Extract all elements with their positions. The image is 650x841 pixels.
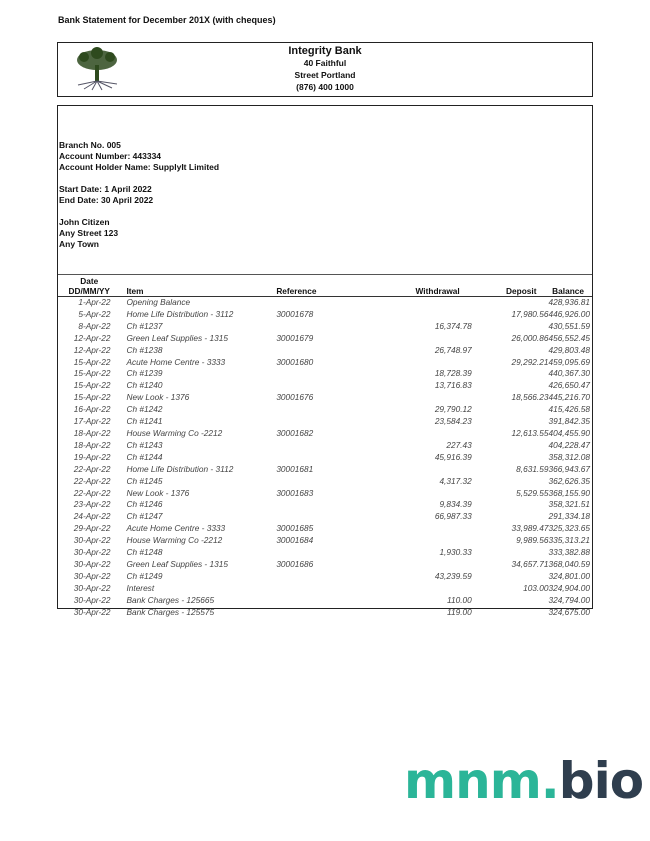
cell-balance: 426,650.47 bbox=[548, 380, 590, 391]
cell-withdrawal bbox=[362, 333, 472, 345]
cell-reference: 30001683 bbox=[276, 487, 314, 498]
cell-withdrawal bbox=[362, 523, 472, 535]
cell-balance: 368,155.90 bbox=[548, 487, 590, 498]
document-title: Bank Statement for December 201X (with cheques) bbox=[58, 15, 276, 25]
cell-balance: 333,382.88 bbox=[548, 547, 590, 558]
cell-balance: 446,926.00 bbox=[548, 308, 590, 319]
cell-item: House Warming Co -2212 bbox=[126, 535, 223, 546]
cell-deposit bbox=[472, 345, 549, 357]
cell-item: Green Leaf Supplies - 1315 bbox=[126, 332, 228, 343]
cell-reference bbox=[276, 440, 362, 452]
start-date: Start Date: 1 April 2022 bbox=[59, 184, 152, 194]
cell-deposit bbox=[472, 380, 549, 392]
cell-item: Ch #1244 bbox=[126, 451, 163, 462]
cell-reference bbox=[276, 583, 362, 595]
cell-deposit bbox=[472, 607, 549, 619]
cell-reference bbox=[276, 571, 362, 583]
cell-withdrawal: 227.43 bbox=[446, 439, 472, 450]
cell-balance: 358,312.08 bbox=[548, 451, 590, 462]
table-header-row bbox=[58, 276, 592, 297]
cell-balance: 456,552.45 bbox=[548, 332, 590, 343]
cell-withdrawal bbox=[362, 309, 472, 321]
cell-date: 30-Apr-22 bbox=[73, 582, 111, 593]
cell-date: 30-Apr-22 bbox=[73, 558, 111, 569]
table-row bbox=[58, 535, 592, 547]
cell-deposit bbox=[472, 416, 549, 428]
table-row bbox=[58, 428, 592, 440]
cell-item: Ch #1243 bbox=[126, 439, 163, 450]
cell-withdrawal bbox=[362, 535, 472, 547]
cell-reference bbox=[276, 321, 362, 333]
table-row bbox=[58, 559, 592, 571]
cell-item: Acute Home Centre - 3333 bbox=[126, 523, 226, 534]
branch-number: Branch No. 005 bbox=[59, 140, 121, 150]
cell-deposit: 5,529.55 bbox=[516, 487, 549, 498]
cell-withdrawal bbox=[362, 357, 472, 369]
cell-item: Bank Charges - 125665 bbox=[126, 594, 215, 605]
cell-deposit bbox=[472, 321, 549, 333]
cell-reference bbox=[276, 368, 362, 380]
cell-deposit bbox=[472, 368, 549, 380]
cell-reference bbox=[276, 499, 362, 511]
account-details bbox=[59, 140, 219, 250]
cell-reference: 30001681 bbox=[276, 463, 314, 474]
cell-withdrawal: 119.00 bbox=[446, 606, 472, 617]
cell-date: 5-Apr-22 bbox=[78, 308, 111, 319]
cell-reference bbox=[276, 416, 362, 428]
table-row bbox=[58, 476, 592, 488]
cell-reference: 30001684 bbox=[276, 535, 314, 546]
statement-body bbox=[57, 105, 593, 617]
cell-balance: 324,794.00 bbox=[548, 594, 590, 605]
cell-deposit bbox=[472, 511, 549, 523]
table-row bbox=[58, 440, 592, 452]
cell-item: New Look - 1376 bbox=[126, 487, 190, 498]
header-balance: Balance bbox=[548, 276, 592, 297]
cell-reference: 30001682 bbox=[276, 427, 314, 438]
cell-balance: 362,626.35 bbox=[548, 475, 590, 486]
transactions-body bbox=[58, 297, 592, 619]
cell-withdrawal bbox=[362, 464, 472, 476]
cell-reference: 30001679 bbox=[276, 332, 314, 343]
cell-date: 19-Apr-22 bbox=[73, 451, 111, 462]
table-row bbox=[58, 297, 592, 309]
cell-date: 29-Apr-22 bbox=[73, 523, 111, 534]
cell-balance: 366,943.67 bbox=[548, 463, 590, 474]
cell-reference bbox=[276, 404, 362, 416]
cell-item: Ch #1237 bbox=[126, 320, 163, 331]
cell-deposit: 33,989.47 bbox=[511, 523, 549, 534]
table-row bbox=[58, 309, 592, 321]
cell-deposit: 34,657.71 bbox=[511, 558, 549, 569]
cell-date: 22-Apr-22 bbox=[73, 463, 111, 474]
customer-town: Any Town bbox=[59, 239, 99, 249]
cell-withdrawal: 23,584.23 bbox=[434, 416, 472, 427]
cell-date: 30-Apr-22 bbox=[73, 570, 111, 581]
cell-balance: 404,228.47 bbox=[548, 439, 590, 450]
header-item: Item bbox=[126, 276, 276, 297]
cell-date: 18-Apr-22 bbox=[73, 427, 111, 438]
table-row bbox=[58, 452, 592, 464]
cell-withdrawal bbox=[362, 392, 472, 404]
cell-date: 16-Apr-22 bbox=[73, 404, 111, 415]
cell-withdrawal: 110.00 bbox=[446, 594, 472, 605]
cell-date: 12-Apr-22 bbox=[73, 332, 111, 343]
transactions-table bbox=[58, 276, 592, 618]
cell-balance: 415,426.58 bbox=[548, 404, 590, 415]
cell-withdrawal bbox=[362, 559, 472, 571]
cell-date: 30-Apr-22 bbox=[73, 606, 111, 617]
cell-reference bbox=[276, 476, 362, 488]
table-row bbox=[58, 464, 592, 476]
table-row bbox=[58, 547, 592, 559]
table-row bbox=[58, 583, 592, 595]
cell-withdrawal: 18,728.39 bbox=[434, 368, 472, 379]
cell-item: Ch #1245 bbox=[126, 475, 163, 486]
cell-withdrawal bbox=[362, 488, 472, 500]
cell-deposit: 18,566.23 bbox=[511, 392, 549, 403]
cell-item: New Look - 1376 bbox=[126, 392, 190, 403]
header-deposit: Deposit bbox=[472, 276, 549, 297]
cell-item: Ch #1246 bbox=[126, 499, 163, 510]
bank-address-line1: 40 Faithful bbox=[303, 58, 347, 68]
cell-date: 30-Apr-22 bbox=[73, 594, 111, 605]
cell-deposit bbox=[472, 547, 549, 559]
cell-withdrawal: 29,790.12 bbox=[434, 404, 472, 415]
cell-date: 12-Apr-22 bbox=[73, 344, 111, 355]
cell-item: Home Life Distribution - 3112 bbox=[126, 463, 234, 474]
cell-reference: 30001676 bbox=[276, 392, 314, 403]
divider bbox=[58, 274, 592, 275]
cell-deposit bbox=[472, 595, 549, 607]
cell-withdrawal: 43,239.59 bbox=[434, 570, 472, 581]
table-row bbox=[58, 595, 592, 607]
cell-reference: 30001686 bbox=[276, 558, 314, 569]
cell-withdrawal: 26,748.97 bbox=[434, 344, 472, 355]
cell-deposit bbox=[472, 297, 549, 309]
account-holder: Account Holder Name: SupplyIt Limited bbox=[59, 162, 220, 172]
table-row bbox=[58, 488, 592, 500]
table-row bbox=[58, 523, 592, 535]
cell-reference: 30001685 bbox=[276, 523, 314, 534]
cell-balance: 428,936.81 bbox=[548, 297, 590, 307]
cell-balance: 368,040.59 bbox=[548, 558, 590, 569]
cell-deposit: 103.00 bbox=[523, 582, 549, 593]
watermark-logo: mnm.bio bbox=[404, 752, 644, 810]
cell-item: Ch #1239 bbox=[126, 368, 163, 379]
cell-reference bbox=[276, 297, 362, 309]
cell-item: House Warming Co -2212 bbox=[126, 427, 223, 438]
cell-deposit bbox=[472, 452, 549, 464]
cell-balance: 429,803.48 bbox=[548, 344, 590, 355]
cell-date: 1-Apr-22 bbox=[78, 297, 111, 307]
cell-balance: 325,323.65 bbox=[548, 523, 590, 534]
cell-reference bbox=[276, 547, 362, 559]
table-row bbox=[58, 321, 592, 333]
table-row bbox=[58, 368, 592, 380]
table-row bbox=[58, 499, 592, 511]
cell-withdrawal: 16,374.78 bbox=[434, 320, 472, 331]
header-withdrawal: Withdrawal bbox=[362, 276, 472, 297]
cell-reference bbox=[276, 595, 362, 607]
cell-deposit bbox=[472, 440, 549, 452]
cell-balance: 391,842.35 bbox=[548, 416, 590, 427]
table-row bbox=[58, 392, 592, 404]
bank-header bbox=[57, 42, 593, 97]
cell-date: 15-Apr-22 bbox=[73, 368, 111, 379]
cell-deposit: 26,000.86 bbox=[511, 332, 549, 343]
cell-item: Ch #1238 bbox=[126, 344, 163, 355]
customer-street: Any Street 123 bbox=[59, 228, 119, 238]
bank-name: Integrity Bank bbox=[288, 45, 362, 57]
cell-date: 15-Apr-22 bbox=[73, 356, 111, 367]
table-row bbox=[58, 511, 592, 523]
header-reference: Reference bbox=[276, 276, 362, 297]
cell-balance: 335,313.21 bbox=[548, 535, 590, 546]
cell-reference bbox=[276, 607, 362, 619]
bank-address-line2: Street Portland bbox=[294, 70, 356, 80]
cell-withdrawal: 45,916.39 bbox=[434, 451, 472, 462]
cell-item: Ch #1242 bbox=[126, 404, 163, 415]
cell-item: Opening Balance bbox=[126, 297, 191, 307]
cell-withdrawal bbox=[362, 583, 472, 595]
cell-deposit: 12,613.55 bbox=[511, 427, 549, 438]
cell-item: Acute Home Centre - 3333 bbox=[126, 356, 226, 367]
cell-item: Home Life Distribution - 3112 bbox=[126, 308, 234, 319]
cell-withdrawal: 66,987.33 bbox=[434, 511, 472, 522]
cell-withdrawal: 9,834.39 bbox=[439, 499, 472, 510]
table-row bbox=[58, 380, 592, 392]
cell-withdrawal: 1,930.33 bbox=[439, 547, 472, 558]
cell-item: Ch #1240 bbox=[126, 380, 163, 391]
cell-balance: 430,551.59 bbox=[548, 320, 590, 331]
cell-item: Interest bbox=[126, 582, 155, 593]
table-row bbox=[58, 404, 592, 416]
cell-date: 23-Apr-22 bbox=[73, 499, 111, 510]
cell-item: Bank Charges - 125575 bbox=[126, 606, 215, 617]
cell-reference: 30001680 bbox=[276, 356, 314, 367]
cell-deposit: 8,631.59 bbox=[516, 463, 549, 474]
table-row bbox=[58, 416, 592, 428]
account-number: Account Number: 443334 bbox=[59, 151, 162, 161]
cell-balance: 324,904.00 bbox=[548, 582, 590, 593]
cell-date: 15-Apr-22 bbox=[73, 380, 111, 391]
cell-item: Ch #1249 bbox=[126, 570, 163, 581]
cell-balance: 459,095.69 bbox=[548, 356, 590, 367]
cell-reference bbox=[276, 452, 362, 464]
cell-balance: 324,801.00 bbox=[548, 570, 590, 581]
cell-balance: 358,321.51 bbox=[548, 499, 590, 510]
cell-reference bbox=[276, 511, 362, 523]
cell-reference bbox=[276, 345, 362, 357]
table-row bbox=[58, 357, 592, 369]
cell-date: 17-Apr-22 bbox=[73, 416, 111, 427]
table-row bbox=[58, 345, 592, 357]
cell-balance: 445,216.70 bbox=[548, 392, 590, 403]
cell-deposit bbox=[472, 404, 549, 416]
cell-deposit: 17,980.56 bbox=[511, 308, 549, 319]
table-row bbox=[58, 333, 592, 345]
cell-balance: 440,367.30 bbox=[548, 368, 590, 379]
cell-withdrawal bbox=[362, 297, 472, 309]
cell-deposit: 9,989.56 bbox=[516, 535, 549, 546]
table-row bbox=[58, 607, 592, 619]
cell-withdrawal: 4,317.32 bbox=[439, 475, 472, 486]
cell-date: 24-Apr-22 bbox=[73, 511, 111, 522]
cell-date: 8-Apr-22 bbox=[78, 320, 111, 331]
table-row bbox=[58, 571, 592, 583]
cell-withdrawal bbox=[362, 428, 472, 440]
cell-reference: 30001678 bbox=[276, 308, 314, 319]
cell-date: 30-Apr-22 bbox=[73, 535, 111, 546]
cell-deposit: 29,292.21 bbox=[511, 356, 549, 367]
cell-balance: 404,455.90 bbox=[548, 427, 590, 438]
cell-date: 30-Apr-22 bbox=[73, 547, 111, 558]
cell-item: Ch #1248 bbox=[126, 547, 163, 558]
cell-date: 18-Apr-22 bbox=[73, 439, 111, 450]
header-date: Date DD/MM/YY bbox=[58, 276, 126, 297]
end-date: End Date: 30 April 2022 bbox=[59, 195, 154, 205]
bank-phone: (876) 400 1000 bbox=[296, 82, 354, 92]
cell-item: Green Leaf Supplies - 1315 bbox=[126, 558, 228, 569]
cell-item: Ch #1247 bbox=[126, 511, 163, 522]
cell-deposit bbox=[472, 499, 549, 511]
cell-withdrawal: 13,716.83 bbox=[434, 380, 472, 391]
cell-balance: 291,334.18 bbox=[548, 511, 590, 522]
cell-reference bbox=[276, 380, 362, 392]
cell-deposit bbox=[472, 571, 549, 583]
customer-name: John Citizen bbox=[59, 217, 110, 227]
cell-date: 22-Apr-22 bbox=[73, 487, 111, 498]
cell-deposit bbox=[472, 476, 549, 488]
cell-date: 15-Apr-22 bbox=[73, 392, 111, 403]
cell-balance: 324,675.00 bbox=[548, 606, 590, 617]
cell-item: Ch #1241 bbox=[126, 416, 163, 427]
cell-date: 22-Apr-22 bbox=[73, 475, 111, 486]
